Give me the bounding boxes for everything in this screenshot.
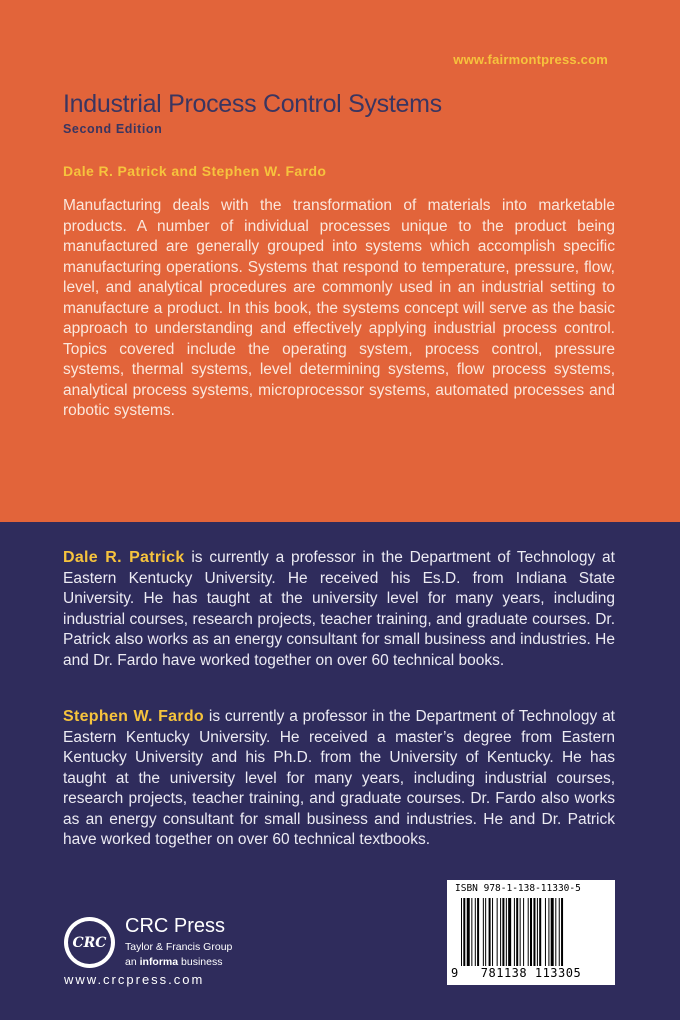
author-bio-text: is currently a professor in the Department of Technology at Eastern Kentucky University. He received his Es.D. from Indiana State University. He has taught at the university level for many years, including industrial courses, research projects, teacher training, and graduate courses. Dr. Patrick also works as an energy consultant for small business and industries. He and Dr. Fardo have worked together on over 60 technical books.	[63, 549, 615, 669]
informa-line: an informa business	[125, 956, 223, 968]
book-description: Manufacturing deals with the transformation of materials into marketable products. A number of individual processes unique to the product being manufactured are generally grouped into systems which accomplish specific manufacturing operations. Systems that respond to temperature, pressure, flow, level, and analytical procedures are commonly used in an industrial setting to manufacture a product. In this book, the systems concept will serve as the basic approach to understanding and effectively applying industrial process control. Topics covered include the operating system, process control, pressure systems, thermal systems, level determining systems, flow process systems, analytical process systems, microprocessor systems, automated processes and robotic systems.	[63, 197, 615, 419]
barcode-bars	[461, 898, 603, 966]
crc-logo-icon	[64, 917, 115, 968]
publisher-website[interactable]: www.fairmontpress.com	[453, 52, 608, 67]
author-bio-patrick	[63, 548, 615, 671]
book-title: Industrial Process Control Systems	[63, 90, 442, 118]
publisher-name: CRC Press	[125, 915, 226, 937]
author-bio-name: Stephen W. Fardo	[63, 708, 205, 725]
isbn-label: ISBN 978-1-138-11330-5	[455, 883, 581, 894]
edition-label: Second Edition	[63, 122, 163, 136]
crc-logo-text: CRC	[72, 934, 107, 951]
author-names: Dale R. Patrick and Stephen W. Fardo	[63, 163, 327, 179]
barcode-digits: 9 781138 113305	[451, 966, 582, 980]
author-bio-text: is currently a professor in the Department of Technology at Eastern Kentucky University. He received a master’s degree from Eastern Kentucky University and his Ph.D. from the University of Kentucky. He has taught at the university level for many years, including industrial courses, research projects, teacher training, and graduate courses. Dr. Fardo also works as an energy consultant for small business and industries. He and Dr. Patrick have worked together on over 60 technical textbooks.	[63, 708, 615, 848]
isbn-barcode	[447, 880, 615, 985]
publisher-group: Taylor & Francis Group	[125, 941, 233, 953]
crc-website[interactable]: www.crcpress.com	[64, 972, 205, 987]
author-bio-name: Dale R. Patrick	[63, 549, 185, 566]
author-bio-fardo	[63, 707, 615, 851]
